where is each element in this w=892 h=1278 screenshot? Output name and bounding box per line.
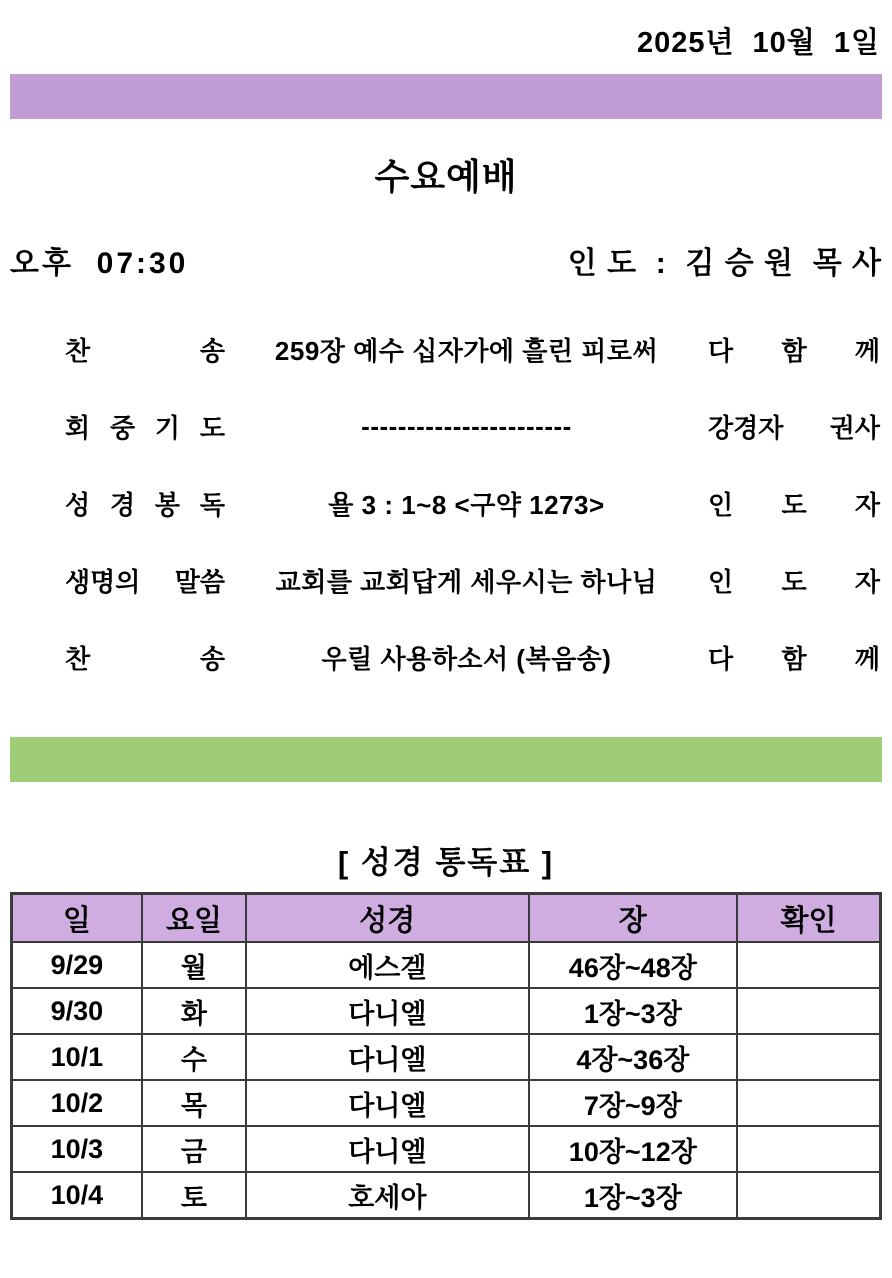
service-title: 수요예배 xyxy=(374,156,518,197)
cell-book: 다니엘 xyxy=(246,988,528,1034)
col-header-day: 요일 xyxy=(142,894,246,943)
purple-divider-bar xyxy=(10,74,882,119)
cell-chapters: 7장~9장 xyxy=(529,1080,738,1126)
reading-table-title: [ 성경 통독표 ] xyxy=(337,845,555,880)
order-row-hymn-2 xyxy=(10,632,882,682)
table-row xyxy=(12,1172,881,1219)
cell-check xyxy=(737,1080,880,1126)
service-meta-row xyxy=(10,238,882,282)
cell-date: 10/3 xyxy=(12,1126,142,1172)
order-item-label: 성 경 봉 독 xyxy=(65,489,225,520)
worship-order-list xyxy=(10,324,882,682)
table-row xyxy=(12,1080,881,1126)
order-item-content: 우릴 사용하소서 (복음송) xyxy=(321,643,612,674)
table-row xyxy=(12,1126,881,1172)
order-item-by: 다 함 께 xyxy=(708,643,880,674)
cell-date: 9/30 xyxy=(12,988,142,1034)
cell-day: 목 xyxy=(142,1080,246,1126)
col-header-chapters: 장 xyxy=(529,894,738,943)
order-item-label: 생명의 말씀 xyxy=(65,566,225,597)
table-row xyxy=(12,988,881,1034)
order-item-content: 욜 3 : 1~8 <구약 1273> xyxy=(328,489,605,520)
order-row-scripture-reading xyxy=(10,478,882,528)
order-item-label: 찬 송 xyxy=(65,643,225,674)
col-header-book: 성경 xyxy=(246,894,528,943)
order-item-label: 찬 송 xyxy=(65,335,225,366)
date-text: 2025년 10월 1일 xyxy=(636,27,880,59)
cell-book: 에스겔 xyxy=(246,942,528,988)
cell-check xyxy=(737,942,880,988)
cell-check xyxy=(737,1034,880,1080)
table-row xyxy=(12,942,881,988)
cell-chapters: 1장~3장 xyxy=(529,1172,738,1219)
green-divider-bar xyxy=(10,737,882,782)
cell-chapters: 1장~3장 xyxy=(529,988,738,1034)
table-header-row xyxy=(12,894,881,943)
cell-date: 10/2 xyxy=(12,1080,142,1126)
order-item-by: 다 함 께 xyxy=(708,335,880,366)
cell-book: 다니엘 xyxy=(246,1126,528,1172)
order-item-content: 교회를 교회답게 세우시는 하나님 xyxy=(275,566,658,597)
order-item-label: 회 중 기 도 xyxy=(65,412,225,443)
order-row-sermon xyxy=(10,555,882,605)
cell-check xyxy=(737,988,880,1034)
order-item-by: 인 도 자 xyxy=(708,566,880,597)
order-item-content: ----------------------- xyxy=(361,410,572,441)
cell-chapters: 4장~36장 xyxy=(529,1034,738,1080)
table-row xyxy=(12,1034,881,1080)
order-item-by: 강경자 권사 xyxy=(708,412,880,443)
cell-chapters: 10장~12장 xyxy=(529,1126,738,1172)
cell-book: 다니엘 xyxy=(246,1034,528,1080)
service-leader: 인 도 : 김 승 원 목 사 xyxy=(567,247,882,280)
service-time: 오후 07:30 xyxy=(10,247,189,280)
cell-date: 10/1 xyxy=(12,1034,142,1080)
order-row-congregational-prayer xyxy=(10,401,882,451)
cell-day: 토 xyxy=(142,1172,246,1219)
bible-reading-table xyxy=(10,892,882,1220)
cell-chapters: 46장~48장 xyxy=(529,942,738,988)
cell-date: 9/29 xyxy=(12,942,142,988)
cell-day: 화 xyxy=(142,988,246,1034)
cell-check xyxy=(737,1172,880,1219)
cell-date: 10/4 xyxy=(12,1172,142,1219)
cell-day: 수 xyxy=(142,1034,246,1080)
order-item-content: 259장 예수 십자가에 흘린 피로써 xyxy=(274,335,659,366)
bulletin-page xyxy=(0,20,892,1220)
order-item-by: 인 도 자 xyxy=(708,489,880,520)
cell-book: 호세아 xyxy=(246,1172,528,1219)
cell-day: 월 xyxy=(142,942,246,988)
cell-check xyxy=(737,1126,880,1172)
col-header-date: 일 xyxy=(12,894,142,943)
cell-day: 금 xyxy=(142,1126,246,1172)
cell-book: 다니엘 xyxy=(246,1080,528,1126)
col-header-check: 확인 xyxy=(737,894,880,943)
order-row-hymn-1 xyxy=(10,324,882,374)
